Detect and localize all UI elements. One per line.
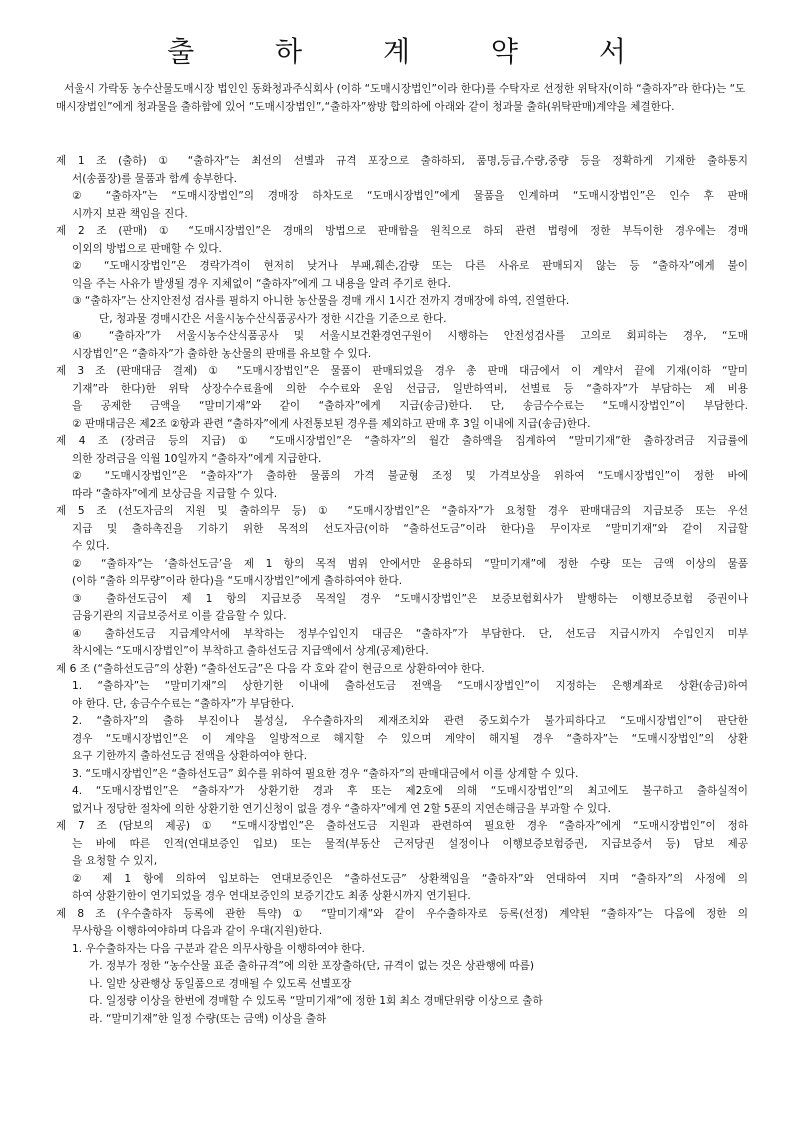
article-8-line: 무사항을 이행하여야하며 다음과 같이 우대(지원)한다.: [72, 925, 323, 937]
article-5-line: ③ 출하선도금이 제 1 항의 지급보증 목적일 경우 “도매시장법인”은 보증보험회사가 발행하는 이행보증보험 증권이나: [72, 592, 748, 605]
article-5-line: (이하 “출하 의무량”이라 한다)을 “도매시장법인”에게 출하하여야 한다.: [72, 575, 403, 587]
article-7-line: 는 바에 따른 인적(연대보증인 입보) 또는 물적(부동산 근저당권 설정이나 이행보증보험증권, 지급보증서 등) 담보 제공: [72, 837, 748, 850]
article-6-line: 2. “출하자”의 출하 부진이나 불성실, 우수출하자의 제재조치와 관련 중도회수가 불가피하다고 “도매시장법인”이 판단한: [72, 715, 748, 727]
article-8-line: 나. 일반 상관행상 동일품으로 경매될 수 있도록 선별포장: [89, 977, 352, 990]
article-5-line: 수 있다.: [72, 540, 110, 552]
article-6-line: 3. “도매시장법인”은 “출하선도금” 회수를 위하여 필요한 경우 “출하자”의 판매대금에서 이를 상계할 수 있다.: [72, 767, 579, 780]
article-7-line: 하여 상환기한이 연기되었을 경우 연대보증인의 보증기간도 최종 상환시까지 연기된다.: [72, 890, 471, 902]
article-8-line: 제 8 조 (우수출하자 등록에 관한 특약) ① “말미기재”와 같이 우수출하자로 등록(선정) 계약된 “출하자”는 다음에 정한 의: [56, 907, 748, 920]
article-5-line: ④ 출하선도금 지급계약서에 부착하는 정부수입인지 대금은 “출하자”가 부담한다. 단, 선도금 지급시까지 수입인지 미부: [72, 627, 748, 640]
article-2-line: 이외의 방법으로 판매할 수 있다.: [72, 242, 222, 255]
article-5-line: 금융기관의 지급보증서로 이를 갈음할 수 있다.: [72, 610, 287, 622]
article-6-line: 없거나 정당한 절차에 의한 상환기한 연기신청이 없을 경우 “출하자”에게 연 2할 5푼의 지연손해금을 부과할 수 있다.: [72, 802, 611, 815]
article-5-line: 착시에는 “도매시장법인”이 부착하고 출하선도금 지급액에서 상계(공제)한다.: [72, 645, 429, 657]
article-2-line: ③ “출하자”는 산지안전성 검사를 필하지 아니한 농산물을 경매 개시 1시간 전까지 경매장에 하역, 진열한다.: [72, 295, 570, 307]
article-4-line: 의한 장려금을 익월 10일까지 “출하자”에게 지급한다.: [72, 452, 322, 465]
article-1-line: 제 1 조 (출하) ① “출하자”는 최선의 선별과 규격 포장으로 출하하되, 품명,등급,수량,중량 등을 정확하게 기재한 출하통지: [56, 155, 748, 167]
article-2-line: 익을 주는 사유가 발생될 경우 지체없이 “출하자”에게 그 내용을 알려 주기로 한다.: [72, 277, 451, 290]
article-6-line: 요구 기한까지 출하선도금 전액을 상환하여야 한다.: [72, 750, 308, 762]
article-2-line: 단, 청과물 경매시간은 서울시농수산식품공사가 정한 시간을 기준으로 한다.: [99, 312, 447, 325]
article-2-line: ④ “출하자”가 서울시농수산식품공사 및 서울시보건환경연구원이 시행하는 안전성검사를 고의로 회피하는 경우, “도매: [72, 330, 748, 342]
article-2-line: ② “도매시장법인”은 경락가격이 현저히 낮거나 부패,훼손,감량 또는 다른 사유로 판매되지 않는 등 “출하자”에게 불이: [72, 260, 748, 272]
article-5-line: ② “출하자”는 ‘출하선도금’을 제 1 항의 목적 범위 안에서만 운용하되 “말미기재”에 정한 수량 또는 금액 이상의 물품: [72, 557, 748, 570]
article-6-line: 1. “출하자”는 “말미기재”의 상한기한 이내에 출하선도금 전액을 “도매시장법인”이 지정하는 은행계좌로 상환(송금)하여: [72, 680, 748, 692]
article-2-line: 제 2 조 (판매) ① “도매시장법인”은 경매의 방법으로 판매함을 원칙으로 하되 관련 법령에 정한 부득이한 경우에는 경매: [56, 225, 748, 237]
document-title: 출 하 계 약 서: [167, 35, 662, 68]
article-1-line: 시까지 보관 책임을 진다.: [72, 207, 188, 220]
article-6-line: 경우 “도매시장법인”은 이 계약을 일방적으로 해지할 수 있으며 계약이 해지될 경우 “출하자”는 “도매시장법인”의 상환: [72, 732, 748, 745]
article-8-line: 다. 일정량 이상을 한번에 경매할 수 있도록 “말미기재”에 정한 1회 최소 경매단위량 이상으로 출하: [89, 995, 543, 1007]
article-4-line: ② “도매시장법인”은 “출하자”가 출하한 물품의 가격 불균형 조정 및 가격보상을 위하여 “도매시장법인”이 정한 바에: [72, 470, 748, 482]
article-4-line: 제 4 조 (장려금 등의 지급) ① “도매시장법인”은 “출하자”의 월간 출하액을 집계하여 “말미기재”한 출하장려금 지급률에: [56, 435, 748, 447]
article-4-line: 따라 “출하자”에게 보상금을 지급할 수 있다.: [72, 487, 278, 500]
article-1-line: 서(송품장)를 물품과 함께 송부한다.: [72, 172, 238, 185]
article-6-line: 제 6 조 (“출하선도금”의 상환) “출하선도금”은 다음 각 호와 같이 현금으로 상환하여야 한다.: [56, 662, 485, 675]
article-8-line: 1. 우수출하자는 다음 구분과 같은 의무사항을 이행하여야 한다.: [72, 942, 365, 955]
article-2-line: 시장법인”은 “출하자”가 출하한 농산물의 판매를 유보할 수 있다.: [72, 347, 372, 360]
article-7-line: 을 요청할 수 있지,: [72, 855, 158, 867]
article-8-line: 라. “말미기재”한 일정 수량(또는 금액) 이상을 출하: [89, 1012, 327, 1025]
article-3-line: 제 3 조 (판매대금 결제) ① “도매시장법인”은 물품이 판매되었을 경우 총 판매 대금에서 이 계약서 끝에 기재(이하 “말미: [56, 365, 748, 377]
article-3-line: 기재”라 한다)한 위탁 상장수수료율에 의한 수수료와 운임 선급금, 일반하역비, 선별료 등 “출하자”가 부담하는 제 비용: [72, 382, 748, 395]
article-3-line: 을 공제한 금액을 “말미기재”와 같이 “출하자”에게 지급(송금)한다. 단, 송금수수료는 “도매시장법인”이 부담한다.: [72, 400, 748, 412]
contract-body: [56, 153, 748, 1028]
article-5-line: 제 5 조 (선도자금의 지원 및 출하의무 등) ① “도매시장법인”은 “출하자”가 요청할 경우 판매대금의 지급보증 또는 우선: [56, 505, 748, 517]
intro-paragraph: 서울시 가락동 농수산물도매시장 법인인 동화청과주식회사 (이하 “도매시장법인”이라 한다)를 수탁자로 선정한 위탁자(이하 “출하자”라 한다)는 “도매시장법인”에게 청과물을 출하함에 있어 “도매시장법인”,“출하자”쌍방 합의하에 아래와 같이 청과물 출하(위탁판매)계약을 체결한다.: [56, 83, 746, 113]
article-7-line: ② 제 1 항에 의하여 입보하는 연대보증인은 “출하선도금” 상환책임을 “출하자”와 연대하여 지며 “출하자”의 사정에 의: [72, 872, 748, 885]
article-1-line: ② “출하자”는 “도매시장법인”의 경매장 하차도로 “도매시장법인”에게 물품을 인계하며 “도매시장법인”은 인수 후 판매: [72, 190, 748, 202]
article-6-line: 4. “도매시장법인”은 “출하자”가 상환기한 경과 후 또는 제2호에 의해 “도매시장법인”의 최고에도 불구하고 출하실적이: [72, 785, 748, 797]
article-6-line: 야 한다. 단, 송금수수료는 “출하자”가 부담한다.: [72, 697, 295, 710]
article-8-line: 가. 정부가 정한 “농수산물 표준 출하규격”에 의한 포장출하(단, 규격이 없는 것은 상관행에 따름): [89, 960, 535, 972]
article-7-line: 제 7 조 (담보의 제공) ① “도매시장법인”은 출하선도금 지원과 관련하여 필요한 경우 “출하자”에게 “도매시장법인”이 정하: [56, 820, 748, 832]
article-3-line: ② 판매대금은 제2조 ②항과 관련 “출하자”에게 사전통보된 경우를 제외하고 판매 후 3일 이내에 지급(송금)한다.: [72, 417, 591, 430]
article-5-line: 지급 및 출하촉진을 기하기 위한 목적의 선도자금(이하 “출하선도금”이라 한다)을 무이자로 “말미기재”와 같이 지급할: [72, 522, 748, 535]
